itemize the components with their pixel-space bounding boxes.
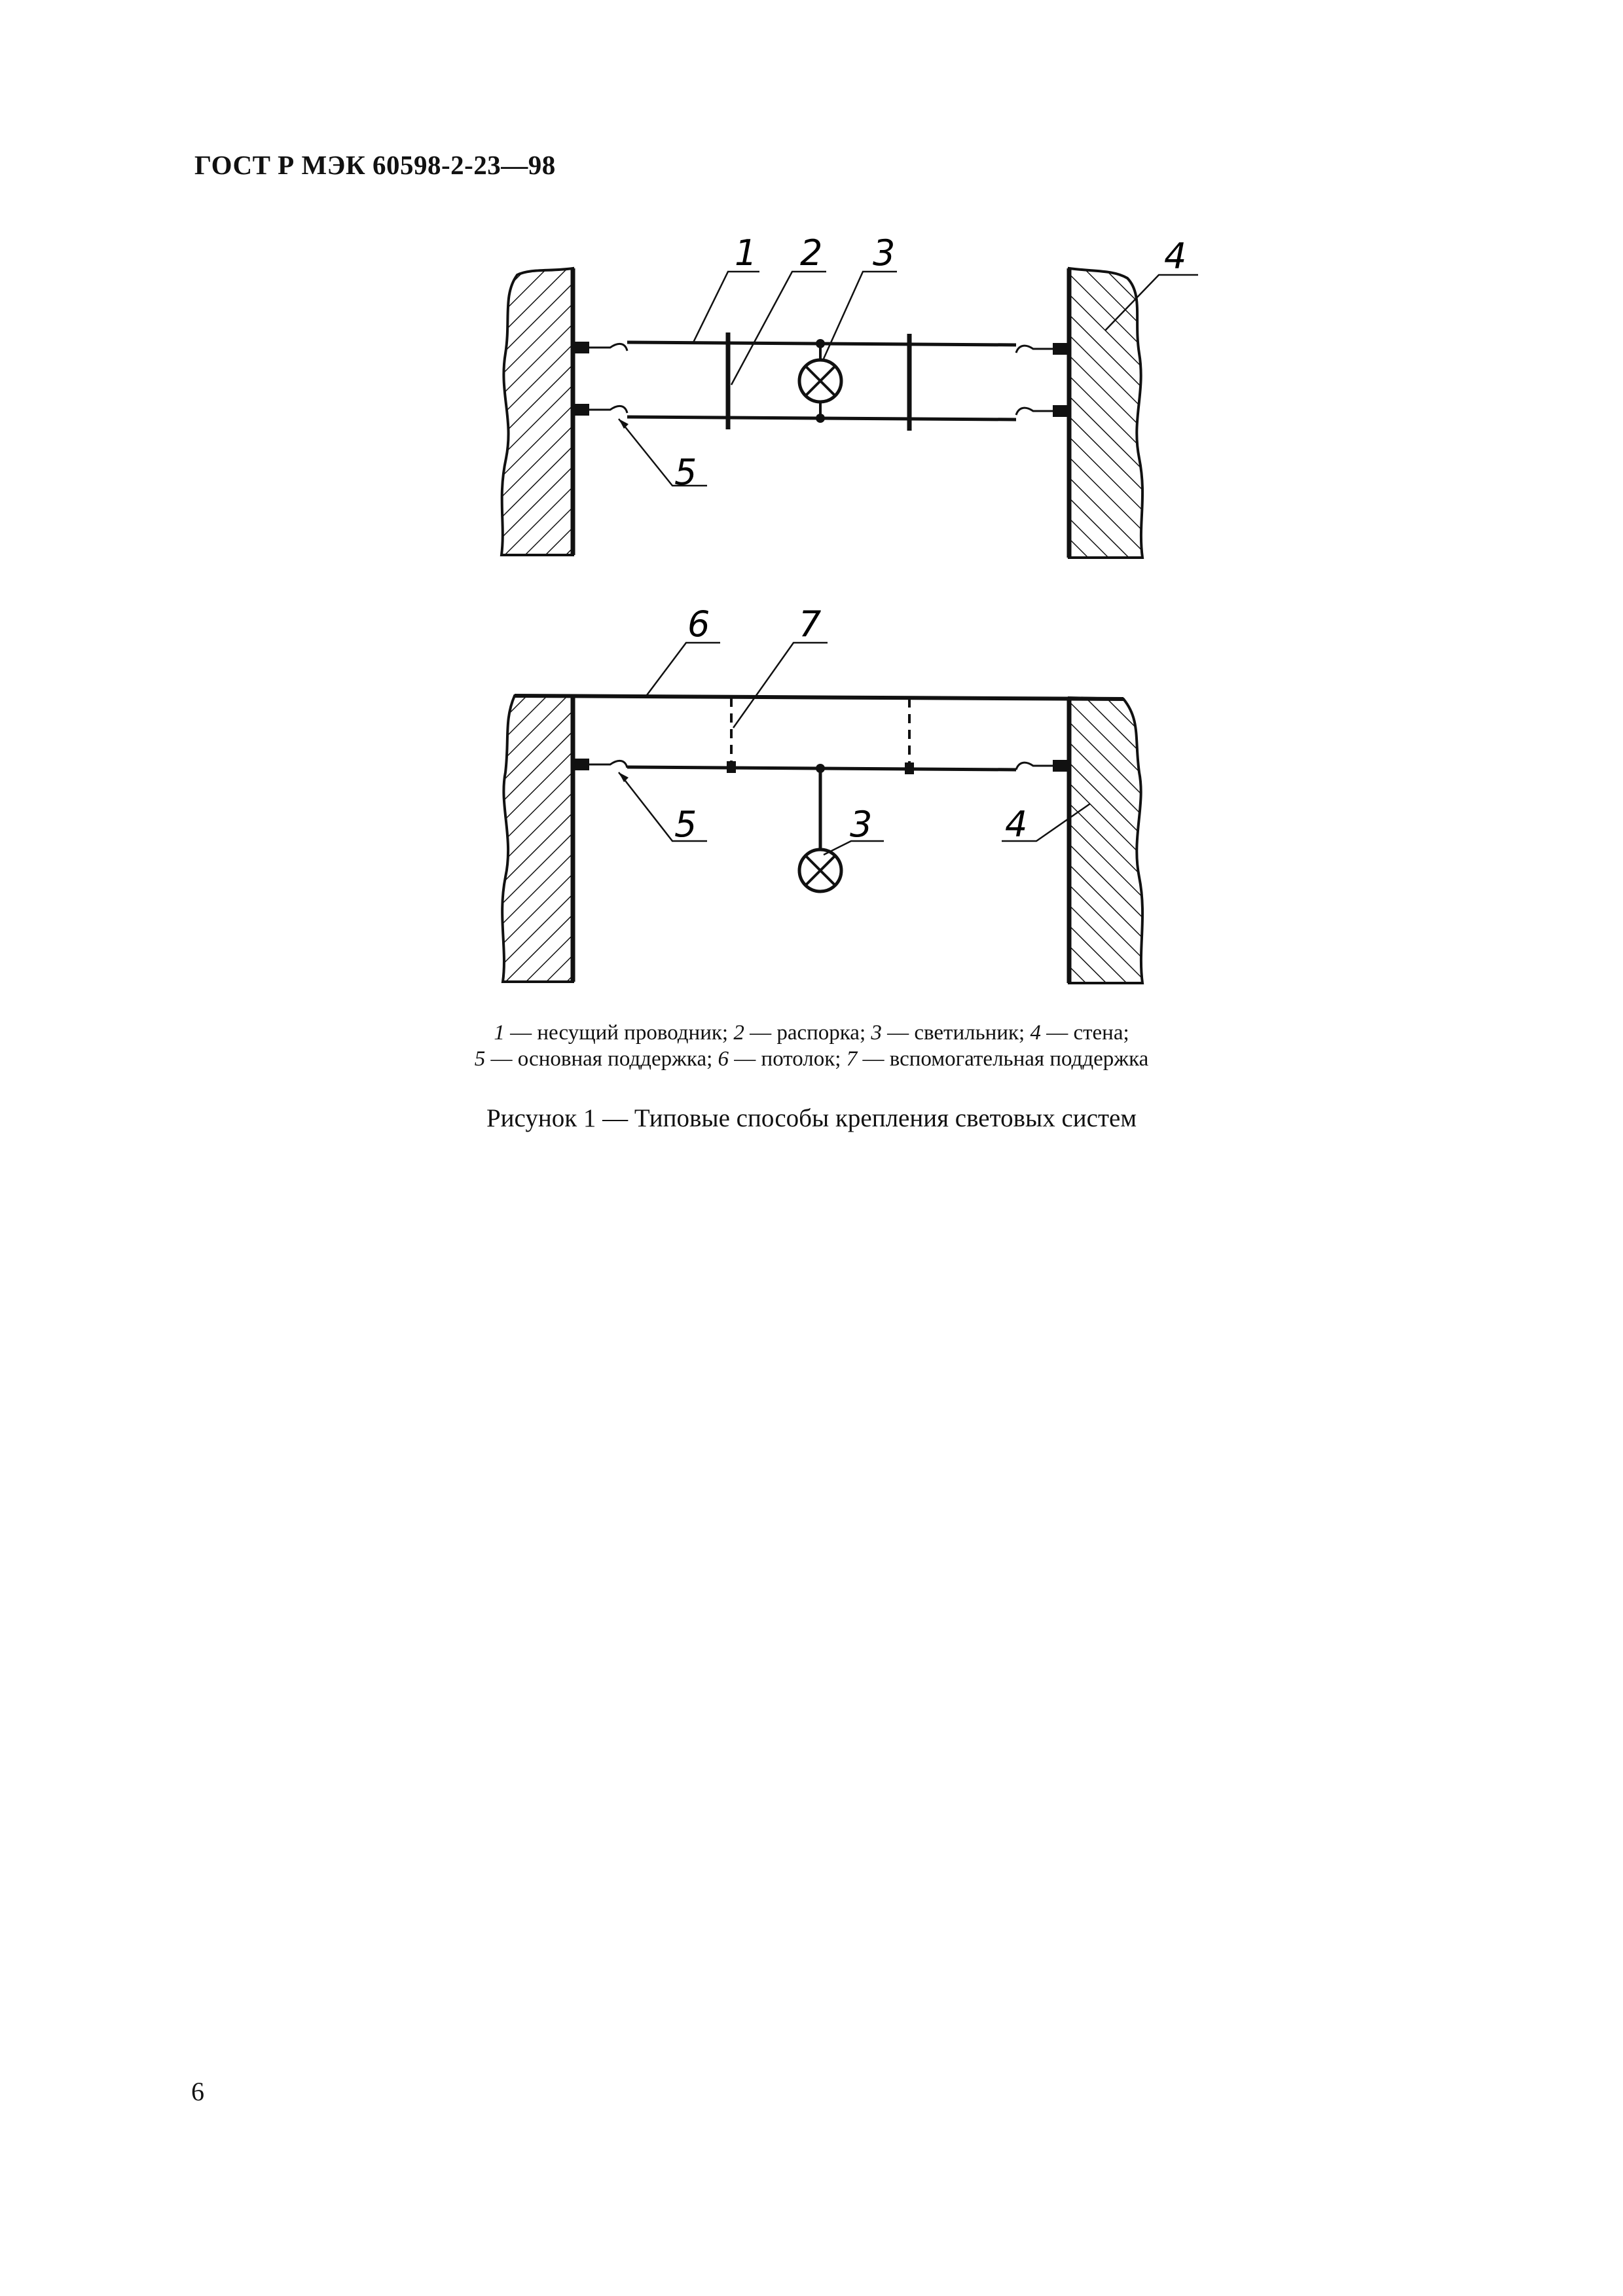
legend-text-4: — стена; xyxy=(1040,1021,1129,1045)
callout-6-lower: 6 xyxy=(687,603,710,645)
anchor-upper-left-top xyxy=(574,342,589,353)
legend-text-1: — несущий проводник; xyxy=(504,1021,734,1045)
page-number: 6 xyxy=(191,2077,204,2106)
wall-right-upper xyxy=(1069,268,1142,558)
legend-text-2: — распорка; xyxy=(744,1021,871,1045)
figure-1-diagram xyxy=(0,0,1623,1113)
callout-4-upper: 4 xyxy=(1164,236,1187,277)
legend-num-3: 3 xyxy=(871,1021,882,1045)
legend-num-2: 2 xyxy=(733,1021,744,1045)
anchor-lower-left xyxy=(574,759,589,770)
legend-text-3: — светильник; xyxy=(881,1021,1030,1045)
document-header: ГОСТ Р МЭК 60598-2-23—98 xyxy=(194,150,556,180)
anchor-lower-right xyxy=(1053,760,1068,772)
callout-2-upper: 2 xyxy=(800,232,823,274)
callout-3-upper: 3 xyxy=(873,232,896,274)
figure-legend-line-1 xyxy=(0,1020,1623,1046)
callout-3-lower: 3 xyxy=(850,804,873,845)
wall-right-lower xyxy=(1069,698,1142,983)
legend-text-6: — потолок; xyxy=(729,1047,847,1071)
legend-num-7: 7 xyxy=(846,1047,858,1071)
legend-num-6: 6 xyxy=(718,1047,729,1071)
wall-left-lower xyxy=(502,696,573,982)
upper-diagram xyxy=(501,232,1198,558)
ceiling-line xyxy=(515,696,1123,699)
lower-diagram xyxy=(502,603,1142,983)
figure-legend-line-2 xyxy=(0,1046,1623,1072)
legend-text-7: — вспомогательная поддержка xyxy=(857,1047,1149,1071)
figure-caption: Рисунок 1 — Типовые способы крепления световых систем xyxy=(486,1104,1137,1132)
luminaire-upper xyxy=(799,360,841,402)
legend-num-4: 4 xyxy=(1030,1021,1041,1045)
legend-num-5: 5 xyxy=(474,1047,486,1071)
callout-5-lower: 5 xyxy=(674,804,697,845)
callout-7-lower: 7 xyxy=(799,603,822,645)
anchor-upper-right-bottom xyxy=(1053,405,1068,417)
anchor-upper-right-top xyxy=(1053,343,1068,355)
callout-4-lower: 4 xyxy=(1005,804,1028,845)
callout-1-upper: 1 xyxy=(735,232,757,274)
legend-num-1: 1 xyxy=(494,1021,505,1045)
luminaire-lower xyxy=(799,850,841,891)
legend-text-5: — основная поддержка; xyxy=(485,1047,718,1071)
wall-left-upper xyxy=(501,268,573,555)
callout-5-upper: 5 xyxy=(674,452,697,493)
anchor-upper-left-bottom xyxy=(574,404,589,416)
